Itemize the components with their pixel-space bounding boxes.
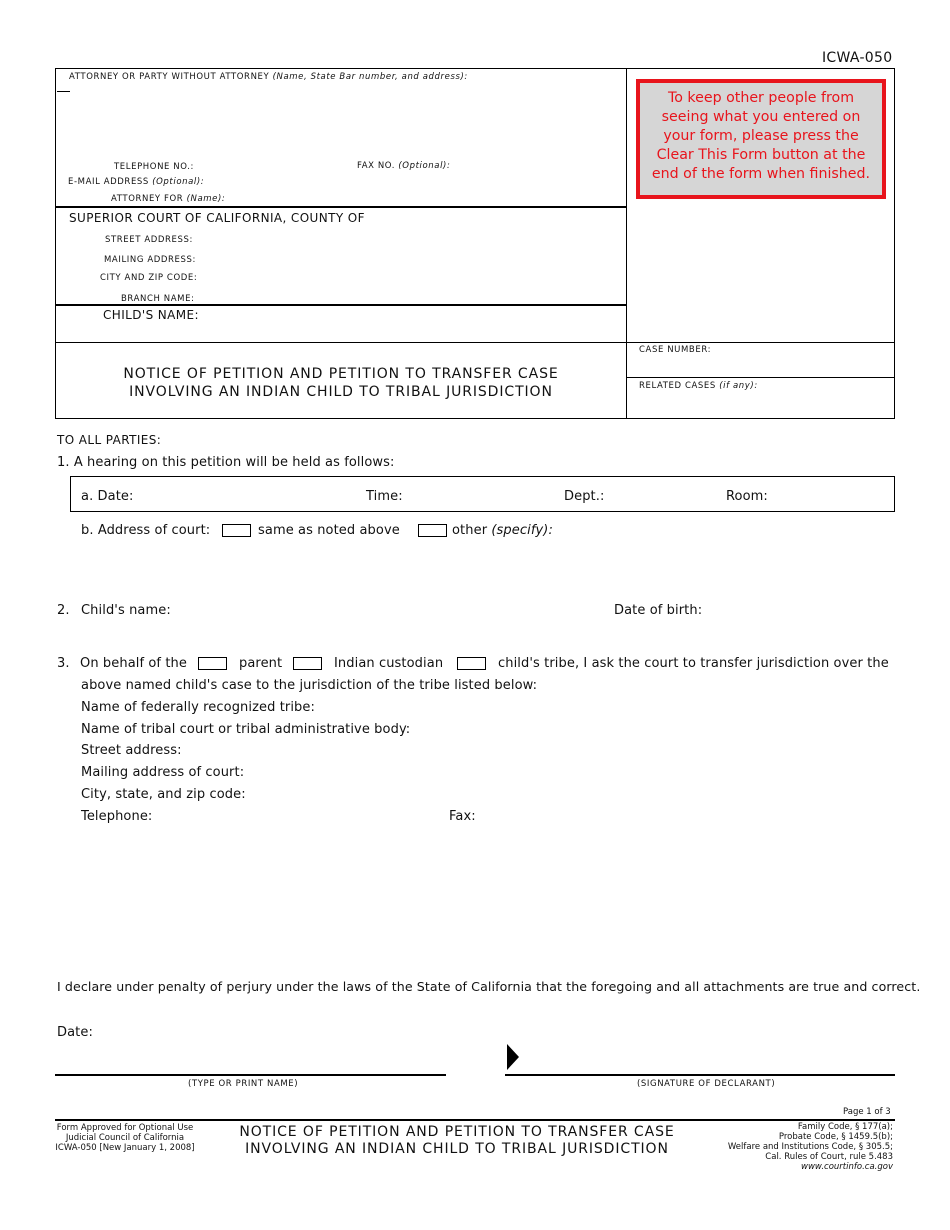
item3-line2: above named child's case to the jurisdiction of the tribe listed below: (81, 678, 538, 693)
fax-label-note: (Optional): (398, 161, 451, 171)
hearing-box (70, 476, 895, 512)
hearing-room-label: Room: (726, 489, 768, 504)
form-title-line1: NOTICE OF PETITION AND PETITION TO TRANSFER CASE (123, 366, 559, 382)
tribe-city-label: City, state, and zip code: (81, 787, 246, 802)
item2-childs-name-label: Child's name: (81, 603, 171, 618)
court-street-label: STREET ADDRESS: (105, 235, 193, 245)
form-title (57, 365, 625, 401)
tribe-mailing-label: Mailing address of court: (81, 765, 245, 780)
attorney-heading (69, 72, 468, 82)
date-label: Date: (57, 1025, 93, 1040)
other-address-label (452, 523, 553, 538)
email-label-note: (Optional): (152, 177, 205, 187)
fax-label-text: FAX NO. (357, 161, 396, 171)
divider-attorney-court (55, 206, 627, 208)
court-mailing-label: MAILING ADDRESS: (104, 255, 196, 265)
address-of-court-label: b. Address of court: (81, 523, 211, 538)
footer-right-line3: Welfare and Institutions Code, § 305.5; (727, 1142, 893, 1152)
item1-text: 1. A hearing on this petition will be held as follows: (57, 455, 395, 470)
attorney-for-note: (Name): (186, 194, 226, 204)
footer-right-line4: Cal. Rules of Court, rule 5.483 (765, 1152, 893, 1162)
hearing-dept-label: Dept.: (564, 489, 605, 504)
tribal-court-label: Name of tribal court or tribal administrative body: (81, 722, 411, 737)
federal-tribe-label: Name of federally recognized tribe: (81, 700, 315, 715)
divider-court-child (55, 304, 627, 306)
other-address-text: other (452, 523, 488, 538)
childs-tribe-text: child's tribe, I ask the court to transfer jurisdiction over the (498, 656, 889, 671)
footer-title (200, 1124, 714, 1158)
tribe-street-label: Street address: (81, 743, 182, 758)
page-of: Page 1 of 3 (843, 1107, 891, 1117)
print-name-line (55, 1074, 446, 1076)
footer-rule (55, 1119, 895, 1121)
type-name-label: (TYPE OR PRINT NAME) (188, 1079, 299, 1089)
tribe-fax-label: Fax: (449, 809, 476, 824)
childs-name-header-label: CHILD'S NAME: (103, 308, 199, 322)
footer-right-line1: Family Code, § 177(a); (797, 1122, 893, 1132)
court-city-label: CITY AND ZIP CODE: (100, 273, 198, 283)
indian-custodian-checkbox[interactable] (293, 657, 322, 670)
parent-checkbox[interactable] (198, 657, 227, 670)
signature-label: (SIGNATURE OF DECLARANT) (637, 1079, 776, 1089)
same-as-above-checkbox[interactable] (222, 524, 251, 537)
footer-title-line2: INVOLVING AN INDIAN CHILD TO TRIBAL JURISDICTION (245, 1141, 669, 1157)
item3-on-behalf-label: On behalf of the (80, 656, 187, 671)
telephone-label: TELEPHONE NO.: (114, 162, 194, 172)
divider-case-related (626, 377, 895, 378)
related-cases-label (639, 381, 758, 391)
signature-arrow-icon (505, 1044, 521, 1072)
related-cases-text: RELATED CASES (639, 381, 716, 391)
to-all-parties: TO ALL PARTIES: (57, 433, 162, 447)
footer-right (700, 1122, 893, 1172)
attorney-input-mark[interactable] (57, 91, 70, 92)
tribe-telephone-label: Telephone: (81, 809, 153, 824)
parent-label: parent (239, 656, 283, 671)
footer-left-line1: Form Approved for Optional Use (56, 1123, 194, 1133)
attorney-for-label (111, 194, 225, 204)
court-branch-label: BRANCH NAME: (121, 294, 195, 304)
email-label-text: E-MAIL ADDRESS (68, 177, 149, 187)
childs-tribe-checkbox[interactable] (457, 657, 486, 670)
item3-number: 3. (57, 656, 70, 671)
form-number: ICWA-050 (822, 50, 893, 66)
court-heading: SUPERIOR COURT OF CALIFORNIA, COUNTY OF (69, 211, 365, 225)
hearing-time-label: Time: (366, 489, 403, 504)
other-address-specify: (specify): (491, 523, 553, 538)
attorney-heading-note: (Name, State Bar number, and address): (272, 72, 468, 82)
indian-custodian-label: Indian custodian (334, 656, 444, 671)
related-cases-note: (if any): (719, 381, 758, 391)
footer-right-link[interactable]: www.courtinfo.ca.gov (801, 1162, 893, 1172)
footer-title-line1: NOTICE OF PETITION AND PETITION TO TRANSFER CASE (239, 1124, 675, 1140)
same-as-above-label: same as noted above (258, 523, 400, 538)
hearing-date-label: a. Date: (81, 489, 134, 504)
email-label (68, 177, 204, 187)
signature-line (505, 1074, 895, 1076)
privacy-notice: To keep other people from seeing what you entered on your form, please press the Clear This Form button at the end of the form when finished. (636, 79, 886, 199)
item2-number: 2. (57, 603, 70, 618)
other-address-checkbox[interactable] (418, 524, 447, 537)
fax-label (357, 161, 450, 171)
footer-left (55, 1123, 195, 1153)
attorney-heading-label: ATTORNEY OR PARTY WITHOUT ATTORNEY (69, 72, 270, 82)
footer-left-line2: Judicial Council of California (65, 1133, 185, 1143)
item2-dob-label: Date of birth: (614, 603, 703, 618)
footer-left-line3: ICWA-050 [New January 1, 2008] (55, 1143, 195, 1153)
form-title-line2: INVOLVING AN INDIAN CHILD TO TRIBAL JURISDICTION (129, 384, 553, 400)
footer-right-line2: Probate Code, § 1459.5(b); (778, 1132, 893, 1142)
case-number-label: CASE NUMBER: (639, 345, 712, 355)
attorney-for-text: ATTORNEY FOR (111, 194, 184, 204)
declaration-text: I declare under penalty of perjury under the laws of the State of California that the foregoing and all attachments are true and correct. (57, 979, 921, 994)
